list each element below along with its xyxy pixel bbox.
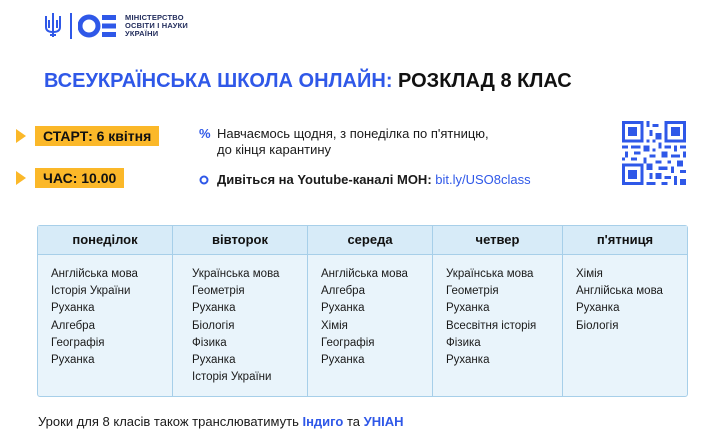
percent-icon: % bbox=[199, 126, 211, 141]
lesson-item: Біологія bbox=[192, 319, 235, 332]
lesson-item: Геометрія bbox=[446, 285, 499, 298]
coat-of-arms-icon bbox=[44, 12, 62, 38]
time-badge: ЧАС: 10.00 bbox=[35, 168, 124, 188]
lessons-friday bbox=[576, 266, 663, 335]
lessons-monday bbox=[51, 266, 138, 369]
lesson-item: Алгебра bbox=[321, 285, 365, 298]
lesson-item: Історія України bbox=[192, 371, 272, 384]
lesson-item: Географія bbox=[51, 336, 105, 349]
lesson-item: Руханка bbox=[192, 302, 236, 315]
day-header-thursday: четвер bbox=[475, 232, 520, 247]
ministry-name-line3: УКРАЇНИ bbox=[125, 29, 159, 39]
qr-code-icon[interactable] bbox=[622, 121, 686, 185]
lesson-item: Руханка bbox=[192, 354, 236, 367]
lesson-item: Біологія bbox=[576, 319, 619, 332]
lesson-item: Руханка bbox=[51, 302, 95, 315]
footer-channel-indigo[interactable]: Індиго bbox=[302, 414, 344, 429]
day-header-monday: понеділок bbox=[72, 232, 138, 247]
lessons-wednesday bbox=[321, 266, 408, 369]
lesson-item: Руханка bbox=[446, 302, 490, 315]
lesson-item: Українська мова bbox=[192, 268, 280, 280]
lesson-item: Руханка bbox=[576, 302, 620, 315]
lesson-item: Руханка bbox=[446, 354, 490, 367]
lesson-item: Алгебра bbox=[51, 319, 95, 332]
lesson-item: Англійська мова bbox=[51, 268, 138, 280]
header-divider bbox=[70, 13, 72, 39]
lesson-item: Географія bbox=[321, 336, 375, 349]
ministry-name-line1: МІНІСТЕРСТВО bbox=[125, 13, 184, 22]
study-info-line1: Навчаємось щодня, з понеділка по п'ятницю, bbox=[217, 126, 489, 141]
lesson-item: Геометрія bbox=[192, 285, 245, 298]
footer-conjunction: та bbox=[347, 414, 361, 429]
start-badge: СТАРТ: 6 квітня bbox=[35, 126, 159, 146]
lesson-item: Англійська мова bbox=[321, 268, 408, 280]
title-part-schedule: РОЗКЛАД 8 КЛАС bbox=[398, 70, 572, 92]
lessons-tuesday bbox=[192, 266, 279, 386]
youtube-info bbox=[217, 172, 531, 188]
title-part-school: ВСЕУКРАЇНСЬКА ШКОЛА ОНЛАЙН: bbox=[44, 70, 393, 92]
youtube-info-label: Дивіться на Youtube-каналі МОН: bbox=[217, 172, 432, 187]
lesson-item: Фізика bbox=[446, 336, 481, 349]
day-header-wednesday: середа bbox=[347, 232, 393, 247]
lesson-item: Фізика bbox=[192, 336, 227, 349]
start-arrow-icon bbox=[16, 129, 26, 143]
time-arrow-icon bbox=[16, 171, 26, 185]
schedule-table bbox=[37, 225, 688, 397]
lesson-item: Всесвітня історія bbox=[446, 319, 537, 332]
lesson-item: Руханка bbox=[321, 302, 365, 315]
lesson-item: Хімія bbox=[576, 268, 603, 280]
lesson-item: Історія України bbox=[51, 285, 131, 298]
footer-text: Уроки для 8 класів також транслюватимуть bbox=[38, 414, 299, 429]
study-info-line2: до кінця карантину bbox=[217, 142, 332, 157]
day-header-tuesday: вівторок bbox=[212, 232, 268, 247]
lesson-item: Українська мова bbox=[446, 268, 534, 280]
page-title bbox=[44, 70, 572, 93]
footer-channel-unian[interactable]: УНІАН bbox=[363, 414, 404, 429]
lesson-item: Англійська мова bbox=[576, 285, 663, 298]
study-info bbox=[217, 126, 489, 158]
lesson-item: Руханка bbox=[51, 354, 95, 367]
footer-note bbox=[38, 414, 404, 429]
lessons-thursday bbox=[446, 266, 536, 369]
day-header-friday: п'ятниця bbox=[596, 232, 654, 247]
lesson-item: Хімія bbox=[321, 319, 348, 332]
ministry-name bbox=[125, 14, 188, 39]
lesson-item: Руханка bbox=[321, 354, 365, 367]
ministry-logo-icon bbox=[78, 12, 118, 40]
youtube-link[interactable]: bit.ly/USO8class bbox=[435, 172, 531, 187]
ministry-name-line2: ОСВІТИ І НАУКИ bbox=[125, 21, 188, 31]
circle-bullet-icon bbox=[199, 175, 209, 185]
